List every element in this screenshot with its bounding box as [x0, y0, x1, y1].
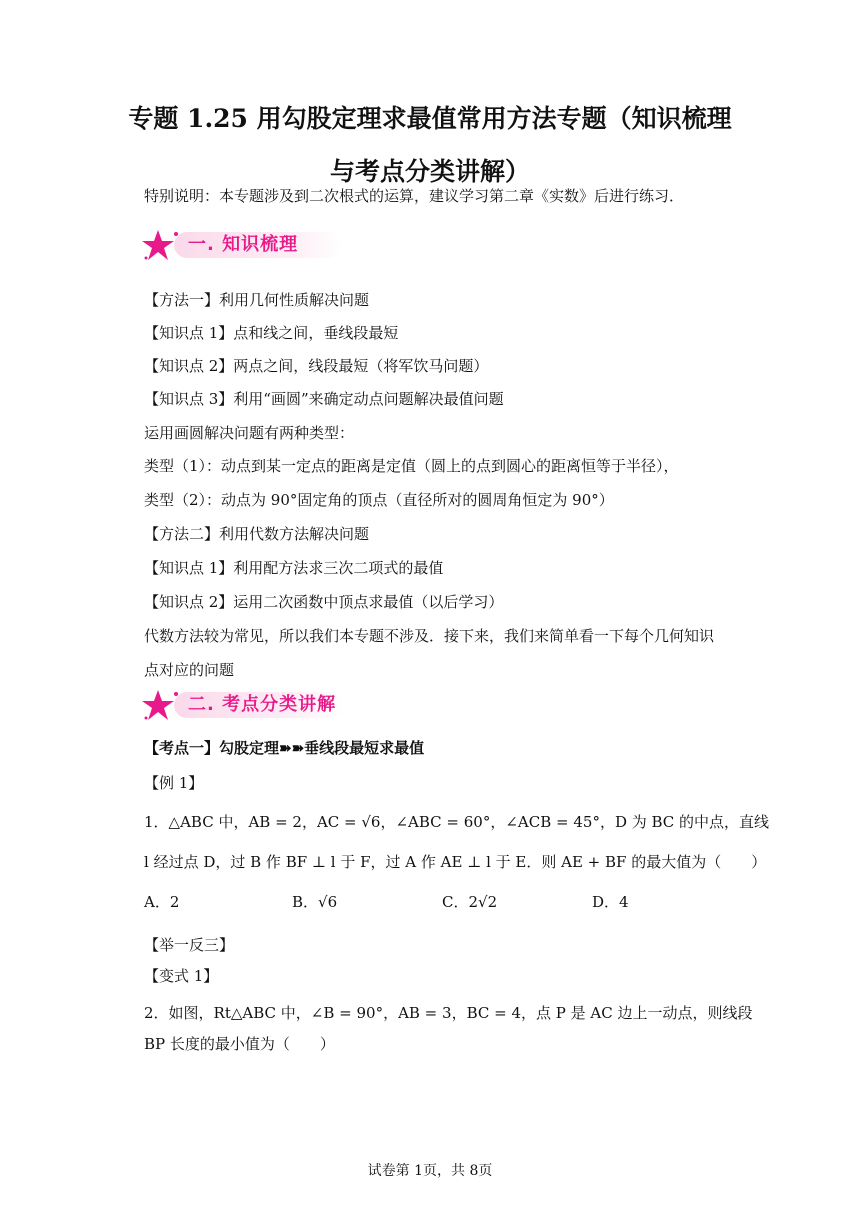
section-label-knowledge: 一. 知识梳理	[188, 234, 299, 255]
section-banner-knowledge	[140, 228, 360, 264]
kaodian-heading: 【考点一】勾股定理➽➽垂线段最短求最值	[144, 739, 425, 757]
knowledge-line-7: 类型（2）：动点为 90°固定角的顶点（直径所对的圆周角恒定为 90°）	[144, 491, 614, 509]
knowledge-line-4: 【知识点 3】利用“画圆”来确定动点问题解决最值问题	[144, 390, 504, 408]
knowledge-line-2: 【知识点 1】点和线之间，垂线段最短	[144, 324, 399, 342]
option-d: D．4	[592, 893, 629, 911]
option-a: A．2	[144, 893, 180, 911]
example-label: 【例 1】	[144, 774, 204, 792]
star-icon	[140, 688, 184, 724]
question-1-line-1: 1．△ABC 中，AB = 2，AC = √6，∠ABC = 60°，∠ACB = 45°，D 为 BC 的中点，直线	[144, 813, 770, 831]
question-1-line-2: l 经过点 D，过 B 作 BF ⊥ l 于 F，过 A 作 AE ⊥ l 于 E．则 AE + BF 的最大值为（ ）	[144, 853, 767, 871]
practice-label: 【举一反三】	[144, 936, 235, 954]
knowledge-line-12: 点对应的问题	[144, 661, 235, 679]
option-c: C．2√2	[442, 893, 498, 911]
knowledge-line-6: 类型（1）：动点到某一定点的距离是定值（圆上的点到圆心的距离恒等于半径），	[144, 457, 679, 475]
question-2-line-1: 2．如图，Rt△ABC 中，∠B = 90°，AB = 3，BC = 4，点 P 是 AC 边上一动点，则线段	[144, 1004, 753, 1022]
knowledge-line-9: 【知识点 1】利用配方法求三次二项式的最值	[144, 559, 444, 577]
answer-options	[144, 891, 724, 911]
page-title: 专题 1.25 用勾股定理求最值常用方法专题（知识梳理与考点分类讲解）	[128, 104, 732, 186]
page-footer: 试卷第 1页，共 8页	[367, 1163, 493, 1179]
option-b: B．√6	[292, 893, 338, 911]
knowledge-line-5: 运用画圆解决问题有两种类型：	[144, 424, 355, 442]
star-icon	[140, 228, 184, 264]
variant-label: 【变式 1】	[144, 967, 219, 985]
special-note: 特别说明：本专题涉及到二次根式的运算，建议学习第二章《实数》后进行练习．	[144, 187, 685, 205]
knowledge-line-11: 代数方法较为常见，所以我们本专题不涉及．接下来，我们来简单看一下每个几何知识	[144, 627, 715, 645]
knowledge-line-3: 【知识点 2】两点之间，线段最短（将军饮马问题）	[144, 357, 489, 375]
knowledge-line-1: 【方法一】利用几何性质解决问题	[144, 291, 370, 309]
section-label-kaodian: 二. 考点分类讲解	[188, 694, 337, 715]
section-banner-kaodian	[140, 688, 380, 724]
knowledge-line-10: 【知识点 2】运用二次函数中顶点求最值（以后学习）	[144, 593, 504, 611]
question-2-line-2: BP 长度的最小值为（ ）	[144, 1035, 335, 1053]
knowledge-line-8: 【方法二】利用代数方法解决问题	[144, 525, 370, 543]
